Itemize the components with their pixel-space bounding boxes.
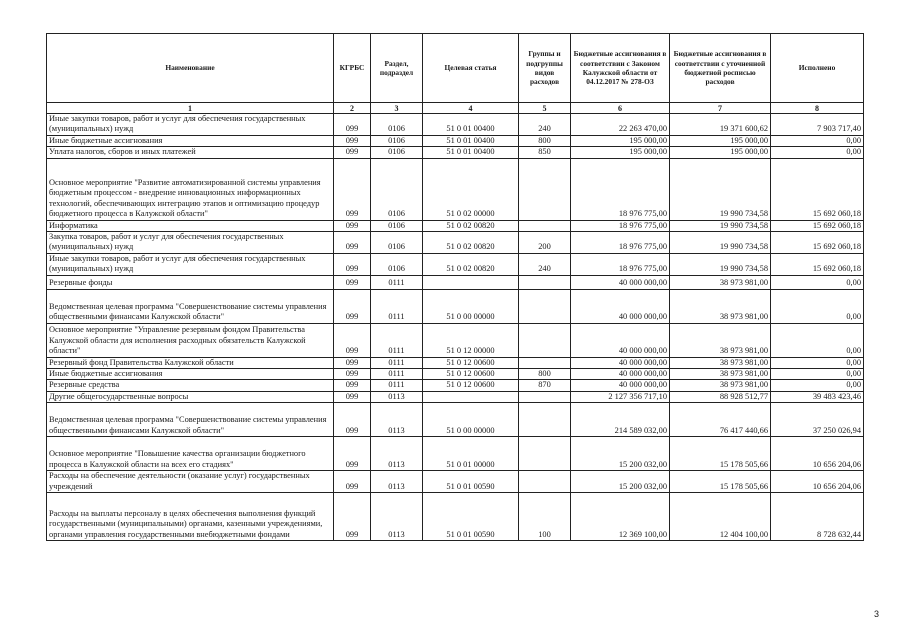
row-target bbox=[423, 275, 519, 289]
row-law-amount: 15 200 032,00 bbox=[571, 471, 670, 493]
row-group: 200 bbox=[519, 232, 571, 254]
row-refined-amount: 19 990 734,58 bbox=[670, 158, 771, 220]
row-name: Резервные средства bbox=[47, 380, 334, 391]
row-refined-amount: 38 973 981,00 bbox=[670, 323, 771, 357]
row-target: 51 0 00 00000 bbox=[423, 289, 519, 323]
row-section: 0113 bbox=[371, 493, 423, 541]
row-target bbox=[423, 391, 519, 402]
row-executed-amount: 8 728 632,44 bbox=[771, 493, 864, 541]
row-target: 51 0 01 00400 bbox=[423, 147, 519, 158]
row-kgrbs: 099 bbox=[334, 232, 371, 254]
row-name: Резервные фонды bbox=[47, 275, 334, 289]
row-target: 51 0 02 00000 bbox=[423, 158, 519, 220]
page-number: 3 bbox=[873, 609, 879, 619]
row-target: 51 0 02 00820 bbox=[423, 253, 519, 275]
row-target: 51 0 01 00000 bbox=[423, 437, 519, 471]
row-law-amount: 214 589 032,00 bbox=[571, 403, 670, 437]
row-section: 0113 bbox=[371, 403, 423, 437]
table-row bbox=[47, 253, 864, 275]
table-row bbox=[47, 391, 864, 402]
column-number: 5 bbox=[519, 103, 571, 114]
row-name: Закупка товаров, работ и услуг для обеспечения государственных (муниципальных) нужд bbox=[47, 232, 334, 254]
table-row bbox=[47, 158, 864, 220]
table-row bbox=[47, 135, 864, 146]
row-target: 51 0 01 00400 bbox=[423, 135, 519, 146]
row-section: 0106 bbox=[371, 220, 423, 231]
header-section: Раздел, подраздел bbox=[371, 34, 423, 103]
row-kgrbs: 099 bbox=[334, 158, 371, 220]
row-section: 0106 bbox=[371, 114, 423, 136]
column-number: 1 bbox=[47, 103, 334, 114]
row-name: Основное мероприятие "Управление резервным фондом Правительства Калужской области для исполнения расходных обязательств Калужской области" bbox=[47, 323, 334, 357]
row-kgrbs: 099 bbox=[334, 135, 371, 146]
row-refined-amount: 19 990 734,58 bbox=[670, 253, 771, 275]
row-section: 0111 bbox=[371, 369, 423, 380]
row-section: 0111 bbox=[371, 380, 423, 391]
table-row bbox=[47, 289, 864, 323]
row-group bbox=[519, 391, 571, 402]
row-refined-amount: 38 973 981,00 bbox=[670, 289, 771, 323]
column-number: 2 bbox=[334, 103, 371, 114]
table-row bbox=[47, 369, 864, 380]
row-group bbox=[519, 275, 571, 289]
row-name: Иные закупки товаров, работ и услуг для обеспечения государственных (муниципальных) нужд bbox=[47, 114, 334, 136]
row-executed-amount: 0,00 bbox=[771, 380, 864, 391]
row-section: 0106 bbox=[371, 232, 423, 254]
row-target: 51 0 02 00820 bbox=[423, 220, 519, 231]
row-name: Иные бюджетные ассигнования bbox=[47, 135, 334, 146]
row-executed-amount: 0,00 bbox=[771, 135, 864, 146]
row-executed-amount: 7 903 717,40 bbox=[771, 114, 864, 136]
header-row bbox=[47, 34, 864, 103]
row-kgrbs: 099 bbox=[334, 357, 371, 368]
header-kgrbs: КГРБС bbox=[334, 34, 371, 103]
row-group: 240 bbox=[519, 114, 571, 136]
row-law-amount: 40 000 000,00 bbox=[571, 289, 670, 323]
row-executed-amount: 15 692 060,18 bbox=[771, 232, 864, 254]
header-executed: Исполнено bbox=[771, 34, 864, 103]
row-executed-amount: 0,00 bbox=[771, 323, 864, 357]
row-name: Резервный фонд Правительства Калужской области bbox=[47, 357, 334, 368]
row-law-amount: 40 000 000,00 bbox=[571, 369, 670, 380]
table-row bbox=[47, 380, 864, 391]
row-executed-amount: 15 692 060,18 bbox=[771, 158, 864, 220]
row-target: 51 0 01 00400 bbox=[423, 114, 519, 136]
row-name: Другие общегосударственные вопросы bbox=[47, 391, 334, 402]
row-kgrbs: 099 bbox=[334, 493, 371, 541]
row-kgrbs: 099 bbox=[334, 275, 371, 289]
table-body bbox=[47, 114, 864, 541]
row-kgrbs: 099 bbox=[334, 403, 371, 437]
row-section: 0111 bbox=[371, 323, 423, 357]
row-group: 800 bbox=[519, 369, 571, 380]
row-section: 0106 bbox=[371, 253, 423, 275]
row-refined-amount: 38 973 981,00 bbox=[670, 380, 771, 391]
row-group: 100 bbox=[519, 493, 571, 541]
row-section: 0113 bbox=[371, 471, 423, 493]
row-group bbox=[519, 220, 571, 231]
row-executed-amount: 15 692 060,18 bbox=[771, 220, 864, 231]
table-row bbox=[47, 232, 864, 254]
row-target: 51 0 02 00820 bbox=[423, 232, 519, 254]
row-kgrbs: 099 bbox=[334, 323, 371, 357]
row-name: Расходы на выплаты персоналу в целях обеспечения выполнения функций государственными (муниципальными) органами, казенными учреждениями, органами управления государственными внебюджетными фондами bbox=[47, 493, 334, 541]
row-executed-amount: 15 692 060,18 bbox=[771, 253, 864, 275]
row-law-amount: 18 976 775,00 bbox=[571, 232, 670, 254]
row-target: 51 0 12 00600 bbox=[423, 380, 519, 391]
row-law-amount: 22 263 470,00 bbox=[571, 114, 670, 136]
row-section: 0113 bbox=[371, 437, 423, 471]
row-executed-amount: 0,00 bbox=[771, 357, 864, 368]
row-refined-amount: 19 990 734,58 bbox=[670, 232, 771, 254]
row-refined-amount: 38 973 981,00 bbox=[670, 369, 771, 380]
row-executed-amount: 0,00 bbox=[771, 147, 864, 158]
row-kgrbs: 099 bbox=[334, 114, 371, 136]
row-executed-amount: 37 250 026,94 bbox=[771, 403, 864, 437]
row-section: 0111 bbox=[371, 289, 423, 323]
row-law-amount: 40 000 000,00 bbox=[571, 380, 670, 391]
row-law-amount: 18 976 775,00 bbox=[571, 253, 670, 275]
row-kgrbs: 099 bbox=[334, 471, 371, 493]
row-law-amount: 195 000,00 bbox=[571, 135, 670, 146]
row-refined-amount: 38 973 981,00 bbox=[670, 357, 771, 368]
column-number: 4 bbox=[423, 103, 519, 114]
row-section: 0111 bbox=[371, 275, 423, 289]
table-row bbox=[47, 437, 864, 471]
header-law: Бюджетные ассигнования в соответствии с Законом Калужской области от 04.12.2017 № 278-ОЗ bbox=[571, 34, 670, 103]
row-law-amount: 18 976 775,00 bbox=[571, 220, 670, 231]
row-refined-amount: 19 990 734,58 bbox=[670, 220, 771, 231]
row-section: 0113 bbox=[371, 391, 423, 402]
row-refined-amount: 12 404 100,00 bbox=[670, 493, 771, 541]
row-refined-amount: 76 417 440,66 bbox=[670, 403, 771, 437]
row-law-amount: 40 000 000,00 bbox=[571, 357, 670, 368]
row-kgrbs: 099 bbox=[334, 380, 371, 391]
row-section: 0106 bbox=[371, 158, 423, 220]
row-executed-amount: 39 483 423,46 bbox=[771, 391, 864, 402]
row-name: Расходы на обеспечение деятельности (оказание услуг) государственных учреждений bbox=[47, 471, 334, 493]
row-group: 850 bbox=[519, 147, 571, 158]
row-refined-amount: 15 178 505,66 bbox=[670, 437, 771, 471]
row-group bbox=[519, 357, 571, 368]
header-refined: Бюджетные ассигнования в соответствии с уточненной бюджетной росписью расходов bbox=[670, 34, 771, 103]
row-name: Ведомственная целевая программа "Совершенствование системы управления общественными финансами Калужской области" bbox=[47, 289, 334, 323]
row-section: 0106 bbox=[371, 147, 423, 158]
row-law-amount: 2 127 356 717,10 bbox=[571, 391, 670, 402]
table-row bbox=[47, 471, 864, 493]
row-law-amount: 195 000,00 bbox=[571, 147, 670, 158]
row-group: 240 bbox=[519, 253, 571, 275]
row-target: 51 0 01 00590 bbox=[423, 471, 519, 493]
table-row bbox=[47, 147, 864, 158]
row-name: Информатика bbox=[47, 220, 334, 231]
table-row bbox=[47, 493, 864, 541]
row-executed-amount: 0,00 bbox=[771, 275, 864, 289]
row-name: Иные бюджетные ассигнования bbox=[47, 369, 334, 380]
row-section: 0111 bbox=[371, 357, 423, 368]
row-executed-amount: 0,00 bbox=[771, 289, 864, 323]
row-executed-amount: 0,00 bbox=[771, 369, 864, 380]
row-kgrbs: 099 bbox=[334, 253, 371, 275]
table-row bbox=[47, 275, 864, 289]
row-refined-amount: 195 000,00 bbox=[670, 135, 771, 146]
row-kgrbs: 099 bbox=[334, 289, 371, 323]
row-group bbox=[519, 471, 571, 493]
column-number: 8 bbox=[771, 103, 864, 114]
column-number-row bbox=[47, 103, 864, 114]
table-row bbox=[47, 323, 864, 357]
row-group: 870 bbox=[519, 380, 571, 391]
row-law-amount: 40 000 000,00 bbox=[571, 323, 670, 357]
row-refined-amount: 88 928 512,77 bbox=[670, 391, 771, 402]
row-group bbox=[519, 323, 571, 357]
row-name: Иные закупки товаров, работ и услуг для обеспечения государственных (муниципальных) нужд bbox=[47, 253, 334, 275]
row-name: Основное мероприятие "Повышение качества организации бюджетного процесса в Калужской области на всех его стадиях" bbox=[47, 437, 334, 471]
row-group bbox=[519, 437, 571, 471]
row-target: 51 0 12 00600 bbox=[423, 369, 519, 380]
row-name: Уплата налогов, сборов и иных платежей bbox=[47, 147, 334, 158]
row-group bbox=[519, 403, 571, 437]
row-target: 51 0 01 00590 bbox=[423, 493, 519, 541]
row-law-amount: 15 200 032,00 bbox=[571, 437, 670, 471]
row-name: Ведомственная целевая программа "Совершенствование системы управления общественными финансами Калужской области" bbox=[47, 403, 334, 437]
row-law-amount: 12 369 100,00 bbox=[571, 493, 670, 541]
row-group bbox=[519, 289, 571, 323]
row-group bbox=[519, 158, 571, 220]
budget-table bbox=[46, 33, 864, 541]
row-kgrbs: 099 bbox=[334, 369, 371, 380]
column-number: 7 bbox=[670, 103, 771, 114]
header-target: Целевая статья bbox=[423, 34, 519, 103]
row-target: 51 0 12 00600 bbox=[423, 357, 519, 368]
table-row bbox=[47, 114, 864, 136]
row-executed-amount: 10 656 204,06 bbox=[771, 437, 864, 471]
column-number: 3 bbox=[371, 103, 423, 114]
table-row bbox=[47, 357, 864, 368]
row-refined-amount: 195 000,00 bbox=[670, 147, 771, 158]
row-target: 51 0 12 00000 bbox=[423, 323, 519, 357]
row-target: 51 0 00 00000 bbox=[423, 403, 519, 437]
row-refined-amount: 38 973 981,00 bbox=[670, 275, 771, 289]
row-kgrbs: 099 bbox=[334, 147, 371, 158]
table-row bbox=[47, 220, 864, 231]
header-name: Наименование bbox=[47, 34, 334, 103]
row-kgrbs: 099 bbox=[334, 437, 371, 471]
row-executed-amount: 10 656 204,06 bbox=[771, 471, 864, 493]
row-refined-amount: 19 371 600,62 bbox=[670, 114, 771, 136]
row-group: 800 bbox=[519, 135, 571, 146]
row-name: Основное мероприятие "Развитие автоматизированной системы управления бюджетным процессом - внедрение инновационных информационных технологий, обеспечивающих интеграцию этапов и оптимизацию процедур бюджетного процесса в Калужской области" bbox=[47, 158, 334, 220]
row-kgrbs: 099 bbox=[334, 391, 371, 402]
row-refined-amount: 15 178 505,66 bbox=[670, 471, 771, 493]
row-law-amount: 18 976 775,00 bbox=[571, 158, 670, 220]
row-law-amount: 40 000 000,00 bbox=[571, 275, 670, 289]
row-section: 0106 bbox=[371, 135, 423, 146]
header-groups: Группы и подгруппы видов расходов bbox=[519, 34, 571, 103]
table-row bbox=[47, 403, 864, 437]
column-number: 6 bbox=[571, 103, 670, 114]
row-kgrbs: 099 bbox=[334, 220, 371, 231]
